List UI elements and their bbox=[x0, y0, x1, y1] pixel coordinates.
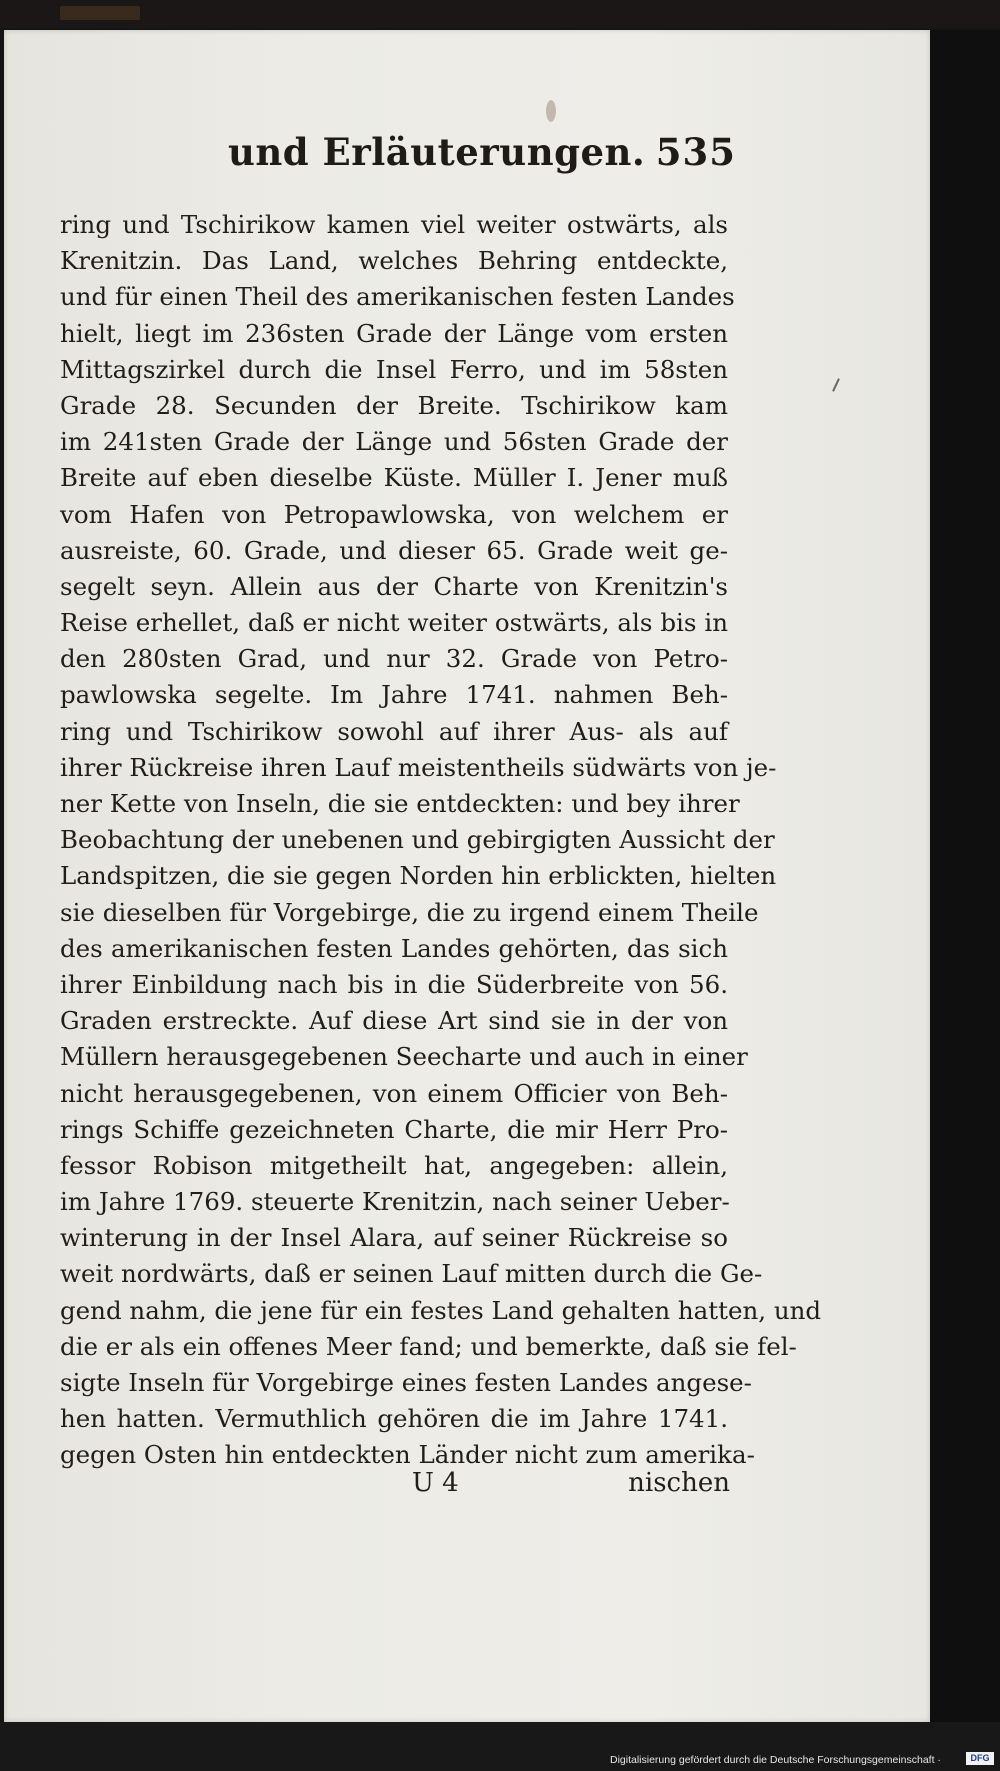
text-line: ihrer Einbildung nach bis in die Süderbreite von 56. bbox=[60, 969, 728, 999]
text-line: im 241sten Grade der Länge und 56sten Grade der bbox=[60, 427, 728, 457]
dfg-logo: DFG bbox=[966, 1752, 994, 1765]
text-line: ring und Tschirikow kamen viel weiter ostwärts, als bbox=[60, 210, 728, 239]
text-line: hielt, liegt im 236sten Grade der Länge vom ersten bbox=[60, 318, 728, 348]
scan-top-border bbox=[0, 0, 1000, 28]
page-number: 535 bbox=[655, 130, 736, 174]
text-line: Müllern herausgegebenen Seecharte und auch in einer bbox=[60, 1042, 748, 1072]
running-header bbox=[228, 130, 736, 180]
ink-smudge bbox=[546, 100, 556, 122]
text-line: ner Kette von Inseln, die sie entdeckten: und bey ihrer bbox=[60, 789, 740, 818]
text-line: nicht herausgegebenen, von einem Officier von Beh- bbox=[60, 1078, 728, 1108]
text-line: rings Schiffe gezeichneten Charte, die mir Herr Pro- bbox=[60, 1114, 728, 1144]
scan-right-border bbox=[930, 30, 1000, 1722]
signature-mark: U 4 bbox=[412, 1468, 459, 1498]
text-line: gend nahm, die jene für ein festes Land gehalten hatten, und bbox=[60, 1295, 822, 1325]
digitization-credit: Digitalisierung gefördert durch die Deutsche Forschungsgemeinschaft · bbox=[610, 1754, 941, 1766]
text-line: ring und Tschirikow sowohl auf ihrer Aus- als auf bbox=[60, 716, 728, 746]
text-line: den 280sten Grad, und nur 32. Grade von Petro- bbox=[60, 644, 728, 674]
running-title: und Erläuterungen. bbox=[228, 130, 646, 174]
text-line: Mittagszirkel durch die Insel Ferro, und im 58sten bbox=[60, 354, 728, 384]
text-line: Grade 28. Secunden der Breite. Tschirikow kam bbox=[60, 390, 728, 420]
text-line: Reise erhellet, daß er nicht weiter ostwärts, als bis in bbox=[60, 608, 728, 638]
text-line: Beobachtung der unebenen und gebirgigten Aussicht der bbox=[60, 825, 775, 855]
text-line: sie dieselben für Vorgebirge, die zu irgend einem Theile bbox=[60, 897, 759, 927]
text-line: fessor Robison mitgetheilt hat, angegeben: allein, bbox=[60, 1150, 728, 1180]
body-text bbox=[60, 207, 822, 1474]
text-line: ausreiste, 60. Grade, und dieser 65. Grade weit ge- bbox=[60, 535, 728, 565]
text-line: vom Hafen von Petropawlowska, von welchem er bbox=[60, 499, 728, 529]
text-line: ihrer Rückreise ihren Lauf meistentheils südwärts von je- bbox=[60, 752, 777, 782]
text-line: hen hatten. Vermuthlich gehören die im Jahre 1741. bbox=[60, 1404, 728, 1434]
text-line: und für einen Theil des amerikanischen festen Landes bbox=[60, 282, 735, 312]
text-line: pawlowska segelte. Im Jahre 1741. nahmen Beh- bbox=[60, 680, 728, 710]
text-line: segelt seyn. Allein aus der Charte von Krenitzin's bbox=[60, 571, 728, 601]
text-line: gegen Osten hin entdeckten Länder nicht zum amerika- bbox=[60, 1440, 755, 1470]
text-line: sigte Inseln für Vorgebirge eines festen Landes angese- bbox=[60, 1368, 752, 1397]
text-line: des amerikanischen festen Landes gehörten, das sich bbox=[60, 933, 728, 963]
text-line: Krenitzin. Das Land, welches Behring entdeckte, bbox=[60, 246, 728, 276]
text-line: die er als ein offenes Meer fand; und bemerkte, daß sie fel- bbox=[60, 1331, 797, 1361]
catchword: nischen bbox=[628, 1468, 730, 1498]
text-line: Landspitzen, die sie gegen Norden hin erblickten, hielten bbox=[60, 861, 777, 891]
text-line: Graden erstreckte. Auf diese Art sind sie in der von bbox=[60, 1006, 728, 1036]
text-line: weit nordwärts, daß er seinen Lauf mitten durch die Ge- bbox=[60, 1259, 763, 1289]
text-line: winterung in der Insel Alara, auf seiner Rückreise so bbox=[60, 1223, 728, 1253]
text-line: im Jahre 1769. steuerte Krenitzin, nach seiner Ueber- bbox=[60, 1187, 730, 1217]
scan-edge-strip bbox=[60, 6, 140, 20]
text-line: Breite auf eben dieselbe Küste. Müller I. Jener muß bbox=[60, 463, 728, 493]
